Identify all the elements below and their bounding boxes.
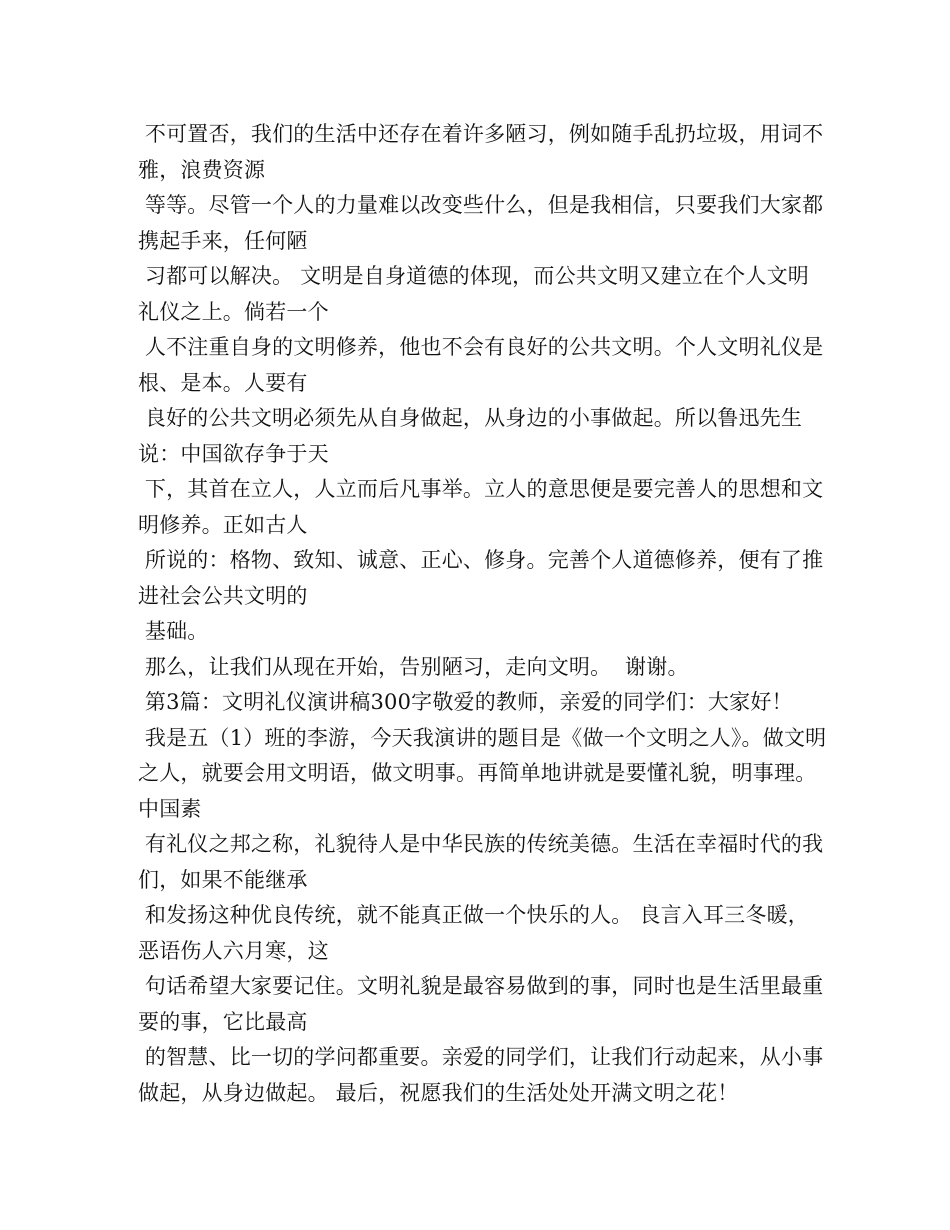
paragraph: 我是五（1）班的李游，今天我演讲的题目是《做一个文明之人》。做文明之人，就要会用文明语，做文明事。再简单地讲就是要懂礼貌，明事理。中国素 [138,725,827,821]
paragraph: 不可置否，我们的生活中还存在着许多陋习，例如随手乱扔垃圾，用词不雅，浪费资源 [138,122,824,182]
paragraph: 基础。 [138,619,209,643]
paragraph: 那么，让我们从现在开始，告别陋习，走向文明。 谢谢。 [138,654,689,679]
document-body [138,117,828,1111]
paragraph: 有礼仪之邦之称，礼貌待人是中华民族的传统美德。生活在幸福时代的我们，如果不能继承 [138,832,824,892]
paragraph: 习都可以解决。 文明是自身道德的体现，而公共文明又建立在个人文明礼仪之上。倘若一个 [138,264,809,324]
paragraph: 和发扬这种优良传统，就不能真正做一个快乐的人。 良言入耳三冬暖，恶语伤人六月寒，这 [138,903,809,963]
paragraph: 人不注重自身的文明修养，他也不会有良好的公共文明。个人文明礼仪是根、是本。人要有 [138,335,824,395]
paragraph: 等等。尽管一个人的力量难以改变些什么，但是我相信，只要我们大家都携起手来，任何陋 [138,193,824,253]
paragraph: 下，其首在立人，人立而后凡事举。立人的意思便是要完善人的思想和文明修养。正如古人 [138,477,824,537]
paragraph: 良好的公共文明必须先从自身做起，从身边的小事做起。所以鲁迅先生说：中国欲存争于天 [138,406,803,466]
paragraph: 所说的：格物、致知、诚意、正心、修身。完善个人道德修养，便有了推进社会公共文明的 [138,548,824,608]
paragraph: 第3篇：文明礼仪演讲稿300字敬爱的教师，亲爱的同学们：大家好！ [138,690,793,714]
paragraph: 的智慧、比一切的学问都重要。亲爱的同学们，让我们行动起来，从小事做起，从身边做起。 最后，祝愿我们的生活处处开满文明之花！ [138,1045,824,1105]
paragraph: 句话希望大家要记住。文明礼貌是最容易做到的事，同时也是生活里最重要的事，它比最高 [138,974,824,1034]
